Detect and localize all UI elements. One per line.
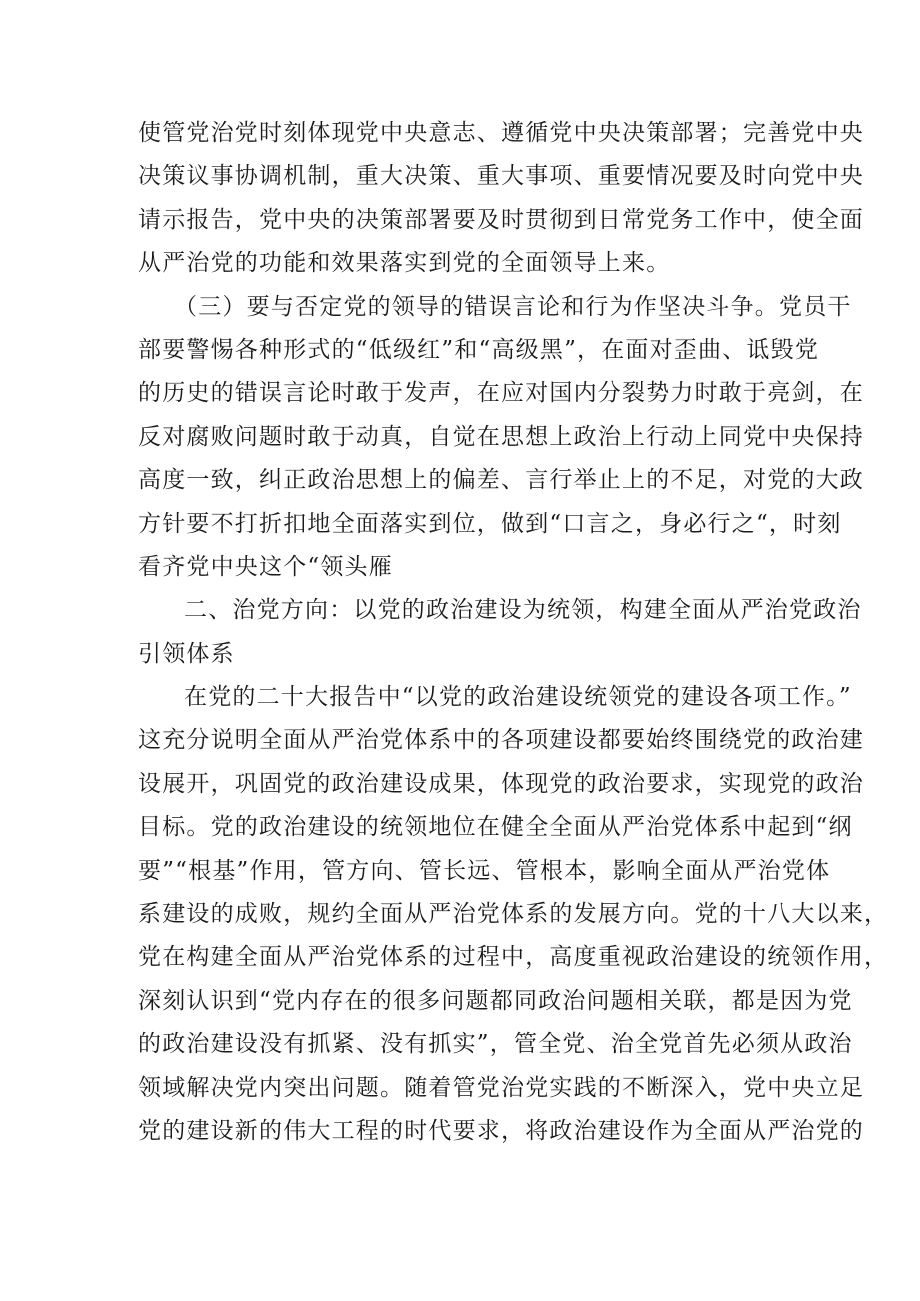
text-line: 部要警惕各种形式的“低级红”和“高级黑”，在面对歪曲、诋毁党 <box>138 336 820 363</box>
text-line: 这充分说明全面从严治党体系中的各项建设都要始终围绕党的政治建 <box>138 727 864 754</box>
text-line: 的历史的错误言论时敢于发声，在应对国内分裂势力时敢于亮剑，在 <box>138 380 864 407</box>
text-line: 党的建设新的伟大工程的时代要求，将政治建设作为全面从严治党的 <box>138 1117 864 1144</box>
text-line: 方针要不打折扣地全面落实到位，做到“口言之，身必行之“，时刻 <box>138 510 842 537</box>
section-heading: 二、治党方向：以党的政治建设为统领，构建全面从严治党政治 <box>184 597 862 624</box>
document-body <box>138 112 889 1153</box>
text-line: 请示报告，党中央的决策部署要及时贯彻到日常党务工作中，使全面 <box>138 206 864 233</box>
text-line-indented: 在党的二十大报告中“以党的政治建设统领党的建设各项工作。” <box>184 684 852 711</box>
text-line: 系建设的成败，规约全面从严治党体系的发展方向。党的十八大以来， <box>138 901 889 928</box>
section-heading-continued: 引领体系 <box>138 640 235 667</box>
text-line: 反对腐败问题时敢于动真，自觉在思想上政治上行动上同党中央保持 <box>138 423 864 450</box>
text-line: 党在构建全面从严治党体系的过程中，高度重视政治建设的统领作用， <box>138 944 889 971</box>
text-line: 从严治党的功能和效果落实到党的全面领导上来。 <box>138 250 671 277</box>
text-line: 决策议事协调机制，重大决策、重大事项、重要情况要及时向党中央 <box>138 163 864 190</box>
text-line: 的政治建设没有抓紧、没有抓实”，管全党、治全党首先必须从政治 <box>138 1031 853 1058</box>
text-line: 使管党治党时刻体现党中央意志、遵循党中央决策部署；完善党中央 <box>138 120 864 146</box>
text-line: 设展开，巩固党的政治建设成果，体现党的政治要求，实现党的政治 <box>138 770 864 797</box>
text-line-indented: （三）要与否定党的领导的错误言论和行为作坚决斗争。党员干 <box>174 293 852 320</box>
text-line: 高度一致，纠正政治思想上的偏差、言行举止上的不足，对党的大政 <box>138 467 864 494</box>
text-line: 要”“根基”作用，管方向、管长远、管根本，影响全面从严治党体 <box>138 857 831 884</box>
text-line: 目标。党的政治建设的统领地位在健全全面从严治党体系中起到“纲 <box>138 814 853 841</box>
text-line: 看齐党中央这个“领头雁 <box>138 553 393 580</box>
text-line: 领域解决党内突出问题。随着管党治党实践的不断深入，党中央立足 <box>138 1074 864 1101</box>
text-line: 深刻认识到“党内存在的很多问题都同政治问题相关联，都是因为党 <box>138 987 853 1014</box>
